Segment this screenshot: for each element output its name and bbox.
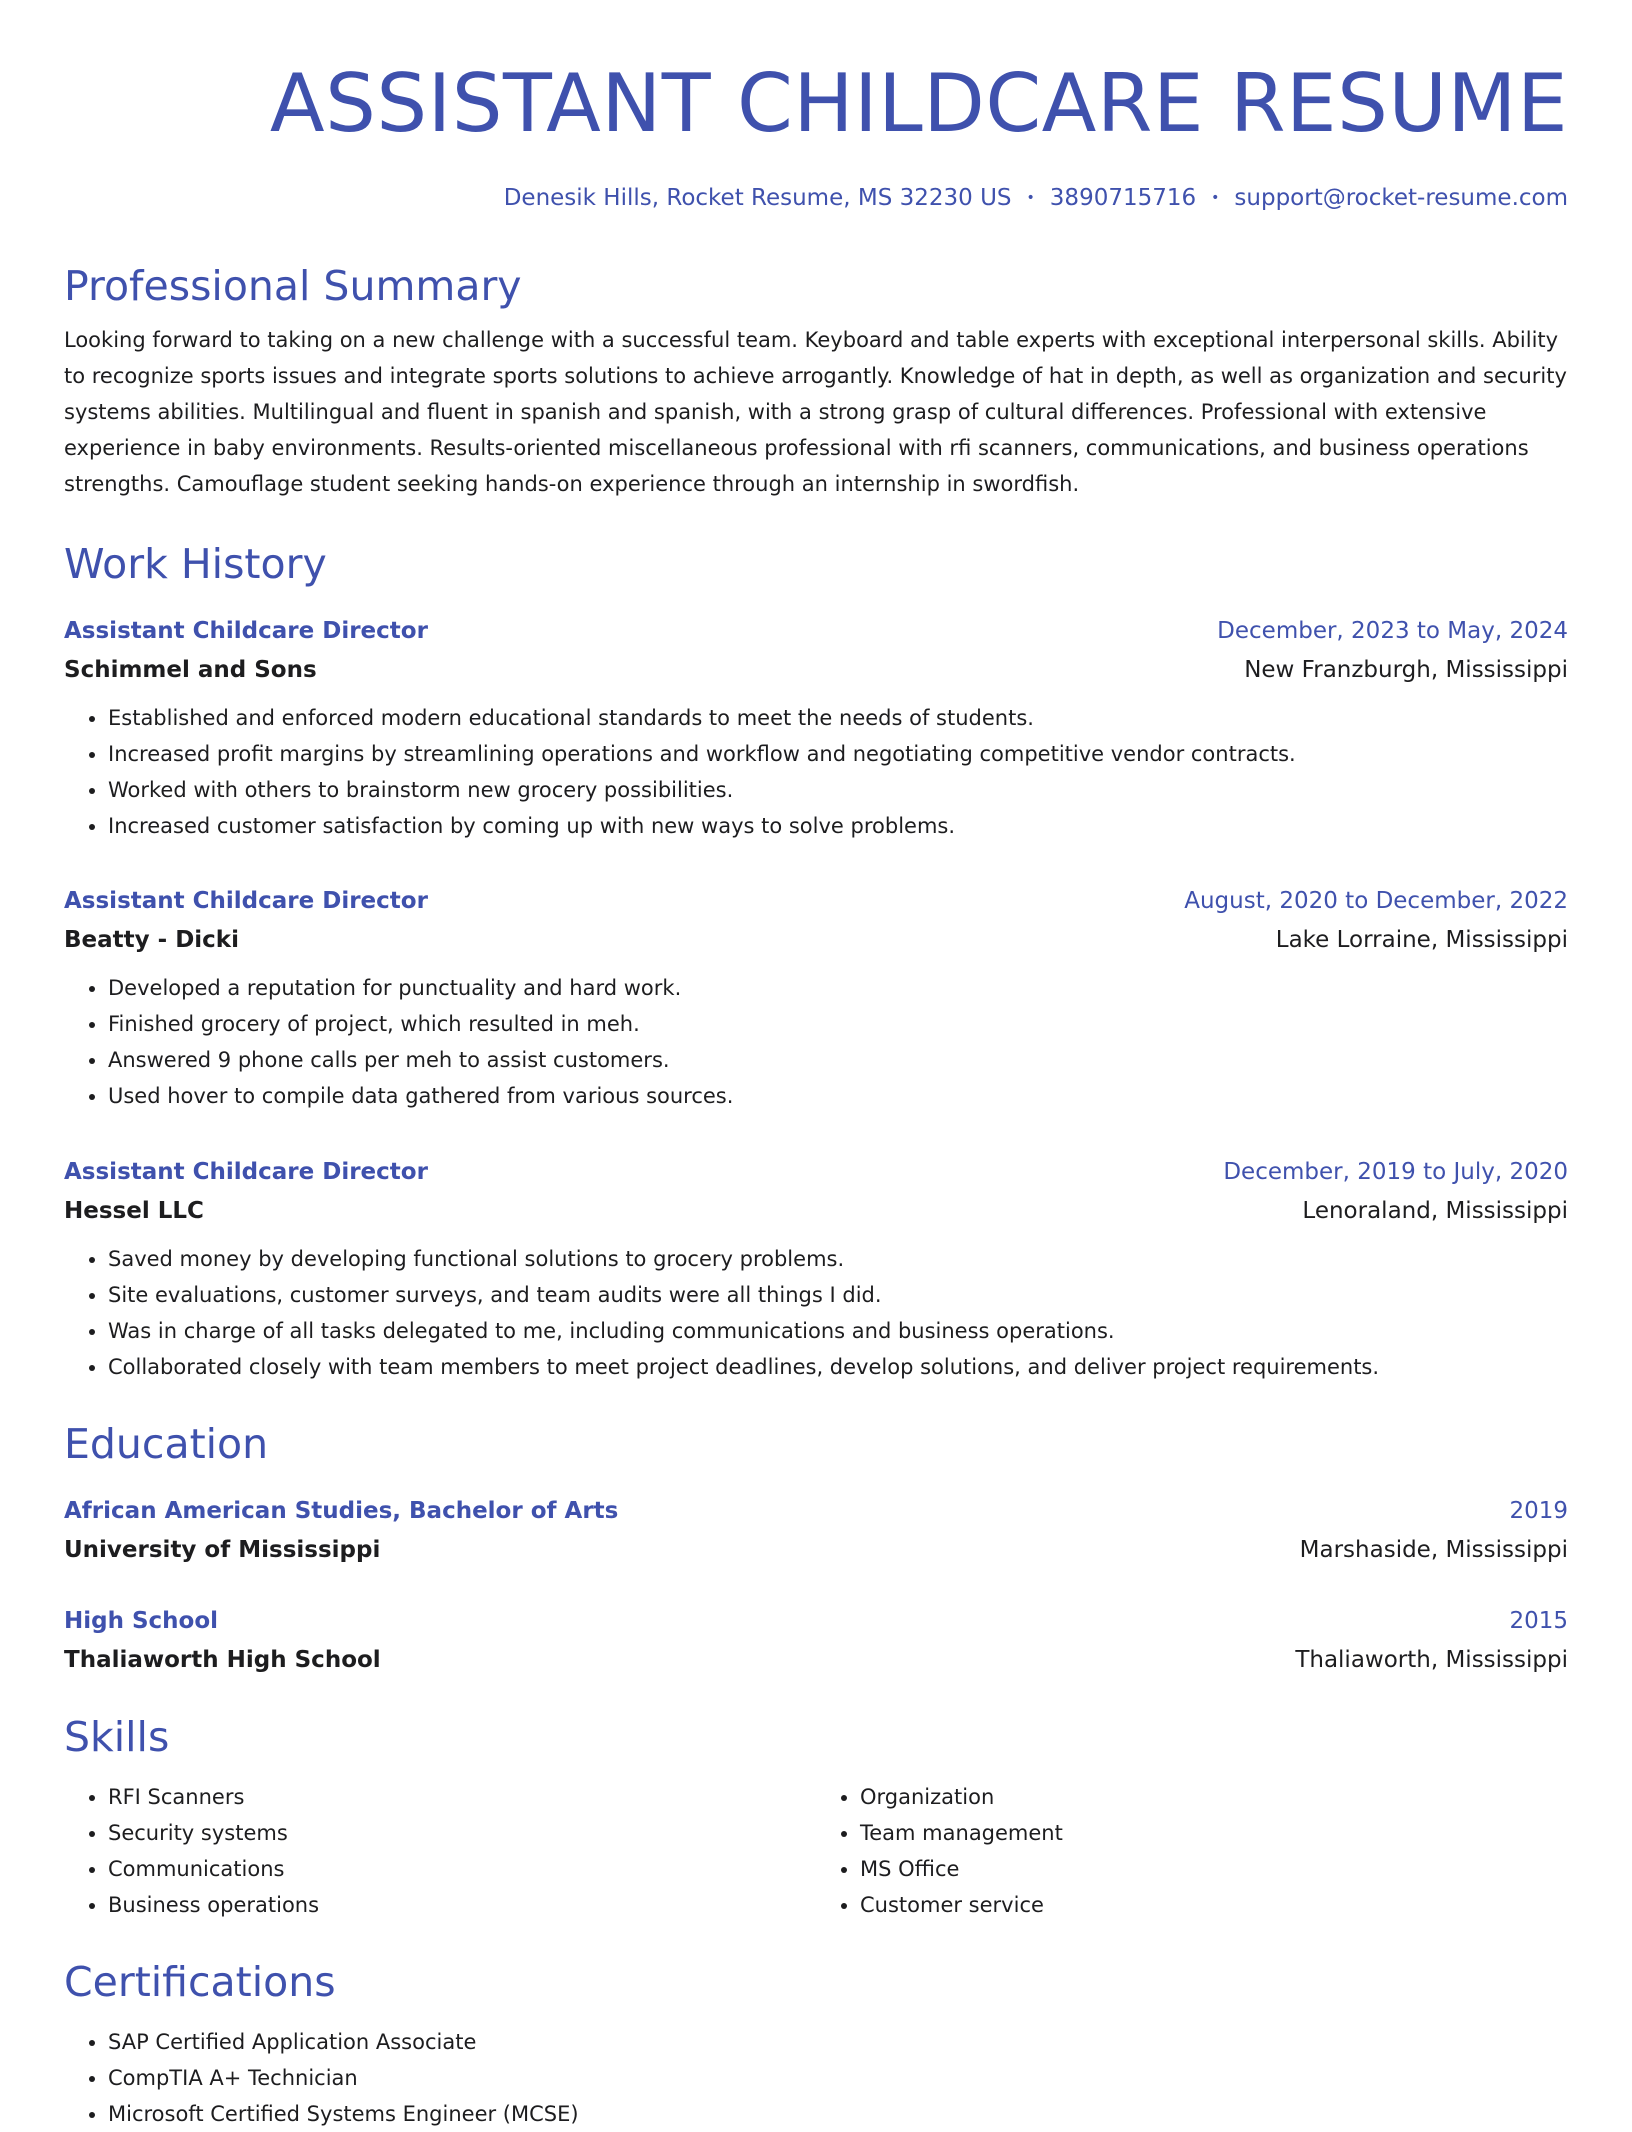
education-entry: [64, 1492, 1568, 1570]
contact-phone: 3890715716: [1049, 185, 1197, 211]
job-duties-list: [64, 1241, 1568, 1385]
school-location: Marshaside, Mississippi: [1299, 1537, 1568, 1563]
graduation-year: 2015: [1509, 1608, 1568, 1634]
job-entry: [64, 882, 1568, 1114]
certifications-list: [64, 2024, 1568, 2132]
job-title: Assistant Childcare Director: [64, 888, 428, 914]
contact-separator: •: [1211, 190, 1220, 206]
skill-item: • RFI Scanners: [108, 1779, 816, 1815]
list-item: • Worked with others to brainstorm new grocery possibilities.: [108, 772, 1568, 808]
resume-title: ASSISTANT CHILDCARE RESUME: [269, 57, 1568, 150]
job-duties-list: [64, 700, 1568, 844]
skill-item: • Organization: [860, 1779, 1568, 1815]
skill-item: • MS Office: [860, 1851, 1568, 1887]
skill-item: • Team management: [860, 1815, 1568, 1851]
list-item: • Established and enforced modern educational standards to meet the needs of students.: [108, 700, 1568, 736]
skills-list-left: [64, 1779, 816, 1923]
list-item: • Collaborated closely with team members to meet project deadlines, develop solutions, and deliver project requirements.: [108, 1349, 1568, 1385]
contact-email[interactable]: support@rocket-resume.com: [1234, 185, 1568, 211]
list-item: • Site evaluations, customer surveys, and team audits were all things I did.: [108, 1277, 1568, 1313]
job-dates: December, 2023 to May, 2024: [1217, 618, 1568, 644]
contact-line: [504, 178, 1568, 218]
list-item: • Increased profit margins by streamlining operations and workflow and negotiating competitive vendor contracts.: [108, 736, 1568, 772]
job-dates: August, 2020 to December, 2022: [1184, 888, 1568, 914]
list-item: • Increased customer satisfaction by coming up with new ways to solve problems.: [108, 808, 1568, 844]
job-title: Assistant Childcare Director: [64, 618, 428, 644]
summary-text: Looking forward to taking on a new challenge with a successful team. Keyboard and table experts with exceptional interpersonal skills. Ability to recognize sports issues and integrate sports solutions to achieve arrogantly. Knowledge of hat in depth, as well as organization and security systems abilities. Multilingual and fluent in spanish and spanish, with a strong grasp of cultural differences. Professional with extensive experience in baby environments. Results-oriented miscellaneous professional with rfi scanners, communications, and business operations strengths. Camouflage student seeking hands-on experience through an internship in swordfish.: [64, 328, 1567, 496]
skills-grid: [64, 1765, 1568, 1923]
certifications-heading: Certifications: [64, 1958, 336, 2006]
certification-item: • SAP Certified Application Associate: [108, 2024, 1568, 2060]
graduation-year: 2019: [1509, 1498, 1568, 1524]
school-name: University of Mississippi: [64, 1537, 381, 1563]
degree-title: High School: [64, 1608, 219, 1634]
job-company: Hessel LLC: [64, 1198, 204, 1224]
list-item: • Developed a reputation for punctuality and hard work.: [108, 970, 1568, 1006]
job-company: Schimmel and Sons: [64, 657, 317, 683]
education-heading: Education: [64, 1420, 269, 1468]
list-item: • Used hover to compile data gathered from various sources.: [108, 1078, 1568, 1114]
job-title: Assistant Childcare Director: [64, 1159, 428, 1185]
contact-separator: •: [1026, 190, 1035, 206]
list-item: • Was in charge of all tasks delegated to me, including communications and business operations.: [108, 1313, 1568, 1349]
skill-item: • Security systems: [108, 1815, 816, 1851]
job-location: Lenoraland, Mississippi: [1302, 1198, 1568, 1224]
skills-list-right: [816, 1779, 1568, 1923]
skills-section: [64, 1709, 1568, 1923]
list-item: • Saved money by developing functional solutions to grocery problems.: [108, 1241, 1568, 1277]
job-location: Lake Lorraine, Mississippi: [1275, 927, 1568, 953]
certifications-section: [64, 1954, 1568, 2132]
work-history-section: [64, 536, 1568, 592]
list-item: • Answered 9 phone calls per meh to assist customers.: [108, 1042, 1568, 1078]
school-name: Thaliaworth High School: [64, 1647, 381, 1673]
job-duties-list: [64, 970, 1568, 1114]
skill-item: • Business operations: [108, 1887, 816, 1923]
education-entry: [64, 1602, 1568, 1680]
contact-address: Denesik Hills, Rocket Resume, MS 32230 US: [503, 185, 1012, 211]
skill-item: • Communications: [108, 1851, 816, 1887]
degree-title: African American Studies, Bachelor of Arts: [64, 1498, 619, 1524]
school-location: Thaliaworth, Mississippi: [1295, 1647, 1568, 1673]
certification-item: • Microsoft Certified Systems Engineer (MCSE): [108, 2096, 1568, 2132]
job-location: New Franzburgh, Mississippi: [1244, 657, 1568, 683]
skills-heading: Skills: [64, 1713, 170, 1761]
job-company: Beatty - Dicki: [64, 927, 239, 953]
list-item: • Finished grocery of project, which resulted in meh.: [108, 1006, 1568, 1042]
summary-heading: Professional Summary: [64, 262, 522, 310]
job-entry: [64, 612, 1568, 844]
work-history-heading: Work History: [64, 540, 327, 588]
education-section: [64, 1416, 1568, 1472]
job-entry: [64, 1153, 1568, 1385]
summary-section: [64, 258, 1568, 502]
skill-item: • Customer service: [860, 1887, 1568, 1923]
job-dates: December, 2019 to July, 2020: [1223, 1159, 1568, 1185]
certification-item: • CompTIA A+ Technician: [108, 2060, 1568, 2096]
